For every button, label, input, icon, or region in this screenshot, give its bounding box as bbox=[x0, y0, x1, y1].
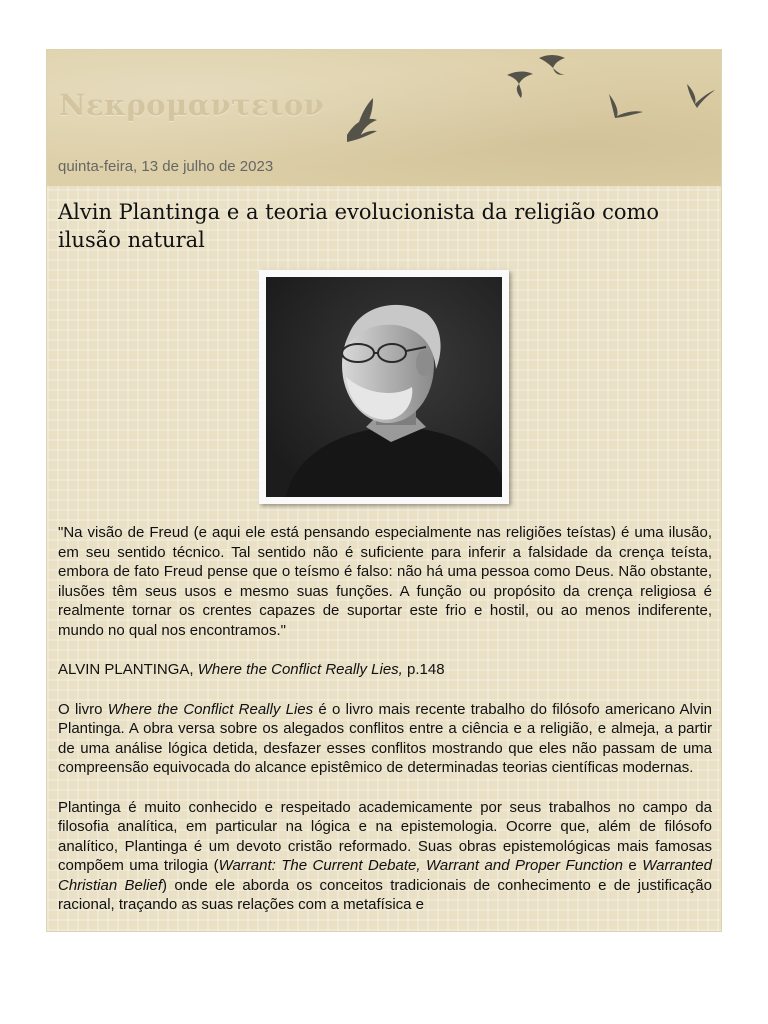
paragraph-text: e bbox=[622, 857, 643, 874]
portrait-photo bbox=[266, 277, 502, 497]
blog-header bbox=[47, 50, 722, 186]
paragraph-text: é o livro mais recente trabalho do filósofo americano Alvin Plantinga. A obra versa sobre os alegados conflitos entre a ciência e a religião, e almeja, a partir de uma análise lógica detida, desfazer esses conflitos mostrando que eles não passam de uma compreensão equivocada do alcance epistêmico de determinadas teorias científicas modernas. bbox=[58, 700, 713, 776]
portrait-illustration bbox=[266, 277, 502, 497]
citation-work: Where the Conflict Really Lies, bbox=[197, 661, 403, 678]
post-quote: "Na visão de Freud (e aqui ele está pensando especialmente nas religiões teístas) é uma ilusão, em seu sentido técnico. Tal sentido não é suficiente para inferir a falsidade da crença teísta, embora de fato Freud pense que o teísmo é falso: não há uma pessoa como Deus. Não obstante, ilusões têm seus usos e mesmo suas funções. A função ou propósito da crença religiosa é realmente tornar os crentes capazes de suportar este frio e hostil, ou ao menos indiferente, mundo no qual nos encontramos." bbox=[58, 524, 712, 639]
post-title[interactable]: Alvin Plantinga e a teoria evolucionista da religião como ilusão natural bbox=[58, 200, 660, 252]
post-paragraph-2 bbox=[58, 798, 712, 915]
post-paragraph-1 bbox=[58, 700, 712, 778]
paragraph-text: Plantinga é muito conhecido e respeitado academicamente por seus trabalhos no campo da filosofia analítica, em particular na lógica e na epistemologia. Ocorre que, além de filósofo analítico, Plantinga é um devoto cristão reformado. Suas obras epistemológicas mais famosas compõem uma trilogia ( bbox=[58, 798, 712, 874]
citation-page: p.148 bbox=[407, 661, 445, 678]
book-title: Where the Conflict Really Lies bbox=[107, 700, 314, 718]
citation-author: ALVIN PLANTINGA, bbox=[58, 661, 194, 678]
post-date: quinta-feira, 13 de julho de 2023 bbox=[58, 158, 274, 175]
book-title: Warrant: The Current Debate, Warrant and Proper Function bbox=[218, 857, 623, 874]
blog-page bbox=[46, 49, 722, 932]
book-title: Warranted Christian Belief bbox=[58, 857, 712, 894]
paragraph-text: ) onde ele aborda os conceitos tradicionais de conhecimento e de justificação racional, traçando as suas relações com a metafísica e bbox=[58, 876, 712, 913]
blog-title[interactable]: Νεκρομαντειον bbox=[59, 88, 325, 122]
post-body bbox=[58, 523, 712, 932]
quote-citation bbox=[58, 660, 712, 680]
post-image-frame[interactable] bbox=[259, 270, 509, 504]
paragraph-text: O livro bbox=[58, 700, 108, 718]
